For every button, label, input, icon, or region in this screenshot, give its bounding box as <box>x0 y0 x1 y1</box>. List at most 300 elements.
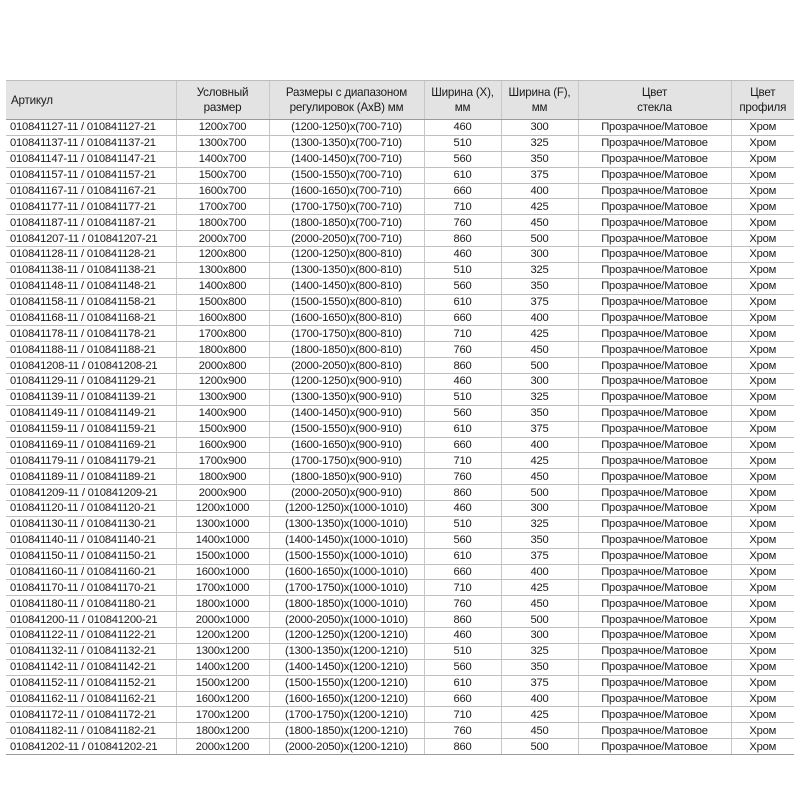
header-width-x <box>424 81 501 120</box>
cell-width-f: 350 <box>501 278 578 294</box>
cell-width-f: 300 <box>501 247 578 263</box>
cell-dimension-range: (1600-1650)x(1200-1210) <box>269 691 424 707</box>
cell-width-x: 510 <box>424 262 501 278</box>
cell-width-x: 460 <box>424 247 501 263</box>
cell-width-f: 300 <box>501 501 578 517</box>
cell-dimension-range: (1700-1750)x(800-810) <box>269 326 424 342</box>
cell-glass-color: Прозрачное/Матовое <box>578 310 731 326</box>
cell-glass-color: Прозрачное/Матовое <box>578 532 731 548</box>
table-body <box>6 120 794 755</box>
header-line: Артикул <box>11 93 53 107</box>
cell-width-x: 710 <box>424 580 501 596</box>
table-row <box>6 580 794 596</box>
cell-width-f: 400 <box>501 183 578 199</box>
cell-glass-color: Прозрачное/Матовое <box>578 437 731 453</box>
table-row <box>6 120 794 136</box>
cell-profile-color: Хром <box>731 643 794 659</box>
cell-glass-color: Прозрачное/Матовое <box>578 183 731 199</box>
cell-nominal-size: 1300x900 <box>176 389 269 405</box>
cell-profile-color: Хром <box>731 135 794 151</box>
cell-width-x: 560 <box>424 151 501 167</box>
cell-dimension-range: (1200-1250)x(800-810) <box>269 247 424 263</box>
cell-profile-color: Хром <box>731 231 794 247</box>
cell-glass-color: Прозрачное/Матовое <box>578 135 731 151</box>
cell-width-x: 860 <box>424 485 501 501</box>
table-row <box>6 723 794 739</box>
header-line: Размеры с диапазоном <box>285 86 408 99</box>
cell-glass-color: Прозрачное/Матовое <box>578 453 731 469</box>
table-row <box>6 707 794 723</box>
cell-article: 010841159-11 / 010841159-21 <box>6 421 176 437</box>
table-row <box>6 596 794 612</box>
header-line: Ширина (F), <box>508 86 571 99</box>
cell-width-f: 350 <box>501 405 578 421</box>
cell-profile-color: Хром <box>731 659 794 675</box>
cell-dimension-range: (2000-2050)x(1200-1210) <box>269 739 424 755</box>
cell-nominal-size: 2000x1000 <box>176 612 269 628</box>
cell-width-x: 760 <box>424 723 501 739</box>
cell-profile-color: Хром <box>731 183 794 199</box>
cell-width-f: 450 <box>501 215 578 231</box>
cell-width-x: 660 <box>424 310 501 326</box>
cell-article: 010841142-11 / 010841142-21 <box>6 659 176 675</box>
table-row <box>6 739 794 755</box>
cell-profile-color: Хром <box>731 199 794 215</box>
cell-nominal-size: 1700x800 <box>176 326 269 342</box>
cell-width-x: 460 <box>424 628 501 644</box>
cell-article: 010841209-11 / 010841209-21 <box>6 485 176 501</box>
cell-profile-color: Хром <box>731 675 794 691</box>
cell-width-x: 610 <box>424 548 501 564</box>
cell-width-x: 610 <box>424 167 501 183</box>
cell-nominal-size: 1600x1200 <box>176 691 269 707</box>
cell-width-f: 450 <box>501 723 578 739</box>
cell-article: 010841188-11 / 010841188-21 <box>6 342 176 358</box>
cell-dimension-range: (1300-1350)x(900-910) <box>269 389 424 405</box>
header-row <box>6 81 794 120</box>
cell-width-x: 460 <box>424 374 501 390</box>
cell-glass-color: Прозрачное/Матовое <box>578 723 731 739</box>
cell-nominal-size: 1400x1000 <box>176 532 269 548</box>
cell-article: 010841189-11 / 010841189-21 <box>6 469 176 485</box>
cell-width-x: 860 <box>424 612 501 628</box>
cell-width-x: 560 <box>424 532 501 548</box>
cell-width-f: 300 <box>501 374 578 390</box>
cell-width-x: 760 <box>424 596 501 612</box>
cell-width-f: 400 <box>501 564 578 580</box>
cell-width-x: 660 <box>424 691 501 707</box>
table-row <box>6 485 794 501</box>
cell-dimension-range: (1600-1650)x(900-910) <box>269 437 424 453</box>
cell-dimension-range: (1500-1550)x(900-910) <box>269 421 424 437</box>
cell-width-f: 300 <box>501 628 578 644</box>
table-row <box>6 659 794 675</box>
table-row <box>6 215 794 231</box>
cell-dimension-range: (1400-1450)x(800-810) <box>269 278 424 294</box>
table-row <box>6 564 794 580</box>
cell-width-f: 400 <box>501 437 578 453</box>
cell-profile-color: Хром <box>731 469 794 485</box>
cell-width-x: 610 <box>424 294 501 310</box>
header-glass-color <box>578 81 731 120</box>
cell-article: 010841162-11 / 010841162-21 <box>6 691 176 707</box>
cell-profile-color: Хром <box>731 532 794 548</box>
table-row <box>6 294 794 310</box>
cell-profile-color: Хром <box>731 580 794 596</box>
cell-width-x: 710 <box>424 199 501 215</box>
cell-width-x: 760 <box>424 342 501 358</box>
cell-dimension-range: (1800-1850)x(1000-1010) <box>269 596 424 612</box>
cell-nominal-size: 1600x700 <box>176 183 269 199</box>
cell-glass-color: Прозрачное/Матовое <box>578 262 731 278</box>
cell-width-f: 450 <box>501 469 578 485</box>
cell-nominal-size: 1800x900 <box>176 469 269 485</box>
cell-dimension-range: (1500-1550)x(700-710) <box>269 167 424 183</box>
table-row <box>6 199 794 215</box>
cell-article: 010841140-11 / 010841140-21 <box>6 532 176 548</box>
cell-profile-color: Хром <box>731 326 794 342</box>
cell-profile-color: Хром <box>731 374 794 390</box>
cell-glass-color: Прозрачное/Матовое <box>578 342 731 358</box>
cell-article: 010841130-11 / 010841130-21 <box>6 516 176 532</box>
cell-article: 010841202-11 / 010841202-21 <box>6 739 176 755</box>
cell-nominal-size: 1700x900 <box>176 453 269 469</box>
table-row <box>6 501 794 517</box>
header-dimension-range <box>269 81 424 120</box>
cell-article: 010841168-11 / 010841168-21 <box>6 310 176 326</box>
cell-nominal-size: 1300x700 <box>176 135 269 151</box>
cell-dimension-range: (1700-1750)x(900-910) <box>269 453 424 469</box>
cell-nominal-size: 1300x1200 <box>176 643 269 659</box>
cell-dimension-range: (1300-1350)x(800-810) <box>269 262 424 278</box>
cell-nominal-size: 1500x1000 <box>176 548 269 564</box>
cell-dimension-range: (1200-1250)x(900-910) <box>269 374 424 390</box>
cell-article: 010841122-11 / 010841122-21 <box>6 628 176 644</box>
cell-width-x: 510 <box>424 389 501 405</box>
cell-article: 010841149-11 / 010841149-21 <box>6 405 176 421</box>
cell-article: 010841128-11 / 010841128-21 <box>6 247 176 263</box>
table-header <box>6 81 794 120</box>
cell-profile-color: Хром <box>731 548 794 564</box>
table-row <box>6 691 794 707</box>
cell-dimension-range: (1400-1450)x(900-910) <box>269 405 424 421</box>
cell-profile-color: Хром <box>731 485 794 501</box>
header-line: регулировок (AxB) мм <box>289 101 404 114</box>
header-line: мм <box>531 101 548 114</box>
table-row <box>6 421 794 437</box>
header-line: Цвет <box>641 86 668 99</box>
cell-nominal-size: 1800x700 <box>176 215 269 231</box>
cell-glass-color: Прозрачное/Матовое <box>578 675 731 691</box>
header-article <box>6 81 176 120</box>
cell-profile-color: Хром <box>731 215 794 231</box>
cell-profile-color: Хром <box>731 247 794 263</box>
cell-profile-color: Хром <box>731 501 794 517</box>
cell-profile-color: Хром <box>731 421 794 437</box>
cell-width-x: 460 <box>424 501 501 517</box>
cell-profile-color: Хром <box>731 294 794 310</box>
cell-width-x: 660 <box>424 437 501 453</box>
cell-article: 010841170-11 / 010841170-21 <box>6 580 176 596</box>
cell-dimension-range: (1600-1650)x(800-810) <box>269 310 424 326</box>
cell-nominal-size: 1700x1000 <box>176 580 269 596</box>
cell-glass-color: Прозрачное/Матовое <box>578 358 731 374</box>
cell-nominal-size: 1200x1000 <box>176 501 269 517</box>
cell-width-f: 425 <box>501 580 578 596</box>
cell-dimension-range: (1600-1650)x(1000-1010) <box>269 564 424 580</box>
cell-width-f: 325 <box>501 643 578 659</box>
cell-width-x: 560 <box>424 278 501 294</box>
cell-width-f: 450 <box>501 596 578 612</box>
cell-glass-color: Прозрачное/Матовое <box>578 707 731 723</box>
cell-nominal-size: 2000x700 <box>176 231 269 247</box>
cell-profile-color: Хром <box>731 358 794 374</box>
header-line: стекла <box>637 101 672 114</box>
cell-article: 010841172-11 / 010841172-21 <box>6 707 176 723</box>
cell-nominal-size: 2000x1200 <box>176 739 269 755</box>
cell-article: 010841158-11 / 010841158-21 <box>6 294 176 310</box>
cell-nominal-size: 1600x800 <box>176 310 269 326</box>
header-line: Ширина (X), <box>431 86 494 99</box>
cell-nominal-size: 1800x800 <box>176 342 269 358</box>
cell-article: 010841182-11 / 010841182-21 <box>6 723 176 739</box>
table-row <box>6 628 794 644</box>
cell-profile-color: Хром <box>731 707 794 723</box>
cell-width-f: 450 <box>501 342 578 358</box>
cell-glass-color: Прозрачное/Матовое <box>578 247 731 263</box>
table-row <box>6 437 794 453</box>
cell-width-f: 325 <box>501 262 578 278</box>
cell-glass-color: Прозрачное/Матовое <box>578 120 731 136</box>
table-row <box>6 247 794 263</box>
cell-dimension-range: (1500-1550)x(1000-1010) <box>269 548 424 564</box>
cell-glass-color: Прозрачное/Матовое <box>578 548 731 564</box>
header-profile-color <box>731 81 794 120</box>
cell-article: 010841139-11 / 010841139-21 <box>6 389 176 405</box>
cell-width-f: 500 <box>501 485 578 501</box>
cell-nominal-size: 1500x800 <box>176 294 269 310</box>
cell-profile-color: Хром <box>731 389 794 405</box>
cell-glass-color: Прозрачное/Матовое <box>578 580 731 596</box>
cell-width-x: 510 <box>424 516 501 532</box>
cell-article: 010841200-11 / 010841200-21 <box>6 612 176 628</box>
cell-dimension-range: (2000-2050)x(700-710) <box>269 231 424 247</box>
header-width-f <box>501 81 578 120</box>
cell-width-x: 610 <box>424 675 501 691</box>
cell-glass-color: Прозрачное/Матовое <box>578 643 731 659</box>
cell-glass-color: Прозрачное/Матовое <box>578 151 731 167</box>
cell-dimension-range: (1200-1250)x(700-710) <box>269 120 424 136</box>
cell-width-f: 325 <box>501 389 578 405</box>
table-row <box>6 342 794 358</box>
cell-glass-color: Прозрачное/Матовое <box>578 199 731 215</box>
cell-width-x: 510 <box>424 643 501 659</box>
cell-glass-color: Прозрачное/Матовое <box>578 739 731 755</box>
cell-width-f: 350 <box>501 659 578 675</box>
cell-width-f: 375 <box>501 675 578 691</box>
cell-profile-color: Хром <box>731 516 794 532</box>
cell-nominal-size: 1400x800 <box>176 278 269 294</box>
table-row <box>6 389 794 405</box>
table-row <box>6 326 794 342</box>
header-line: Условный <box>196 86 249 99</box>
cell-glass-color: Прозрачное/Матовое <box>578 501 731 517</box>
cell-profile-color: Хром <box>731 342 794 358</box>
cell-nominal-size: 1400x900 <box>176 405 269 421</box>
cell-glass-color: Прозрачное/Матовое <box>578 564 731 580</box>
cell-nominal-size: 1200x1200 <box>176 628 269 644</box>
cell-article: 010841129-11 / 010841129-21 <box>6 374 176 390</box>
cell-article: 010841132-11 / 010841132-21 <box>6 643 176 659</box>
cell-dimension-range: (1800-1850)x(900-910) <box>269 469 424 485</box>
cell-glass-color: Прозрачное/Матовое <box>578 167 731 183</box>
cell-dimension-range: (1800-1850)x(800-810) <box>269 342 424 358</box>
cell-article: 010841147-11 / 010841147-21 <box>6 151 176 167</box>
cell-article: 010841207-11 / 010841207-21 <box>6 231 176 247</box>
table-row <box>6 469 794 485</box>
cell-width-x: 610 <box>424 421 501 437</box>
cell-width-x: 460 <box>424 120 501 136</box>
cell-width-f: 425 <box>501 453 578 469</box>
cell-nominal-size: 1500x900 <box>176 421 269 437</box>
cell-dimension-range: (1200-1250)x(1200-1210) <box>269 628 424 644</box>
cell-glass-color: Прозрачное/Матовое <box>578 231 731 247</box>
cell-dimension-range: (2000-2050)x(1000-1010) <box>269 612 424 628</box>
cell-dimension-range: (1700-1750)x(1000-1010) <box>269 580 424 596</box>
cell-profile-color: Хром <box>731 596 794 612</box>
cell-profile-color: Хром <box>731 453 794 469</box>
cell-dimension-range: (1800-1850)x(700-710) <box>269 215 424 231</box>
table-row <box>6 183 794 199</box>
table-row <box>6 453 794 469</box>
cell-width-f: 500 <box>501 358 578 374</box>
table-row <box>6 612 794 628</box>
cell-width-x: 660 <box>424 564 501 580</box>
cell-width-f: 425 <box>501 199 578 215</box>
cell-profile-color: Хром <box>731 723 794 739</box>
table-row <box>6 548 794 564</box>
cell-dimension-range: (2000-2050)x(800-810) <box>269 358 424 374</box>
cell-profile-color: Хром <box>731 262 794 278</box>
cell-profile-color: Хром <box>731 278 794 294</box>
cell-article: 010841138-11 / 010841138-21 <box>6 262 176 278</box>
cell-glass-color: Прозрачное/Матовое <box>578 405 731 421</box>
cell-width-x: 660 <box>424 183 501 199</box>
cell-profile-color: Хром <box>731 437 794 453</box>
cell-width-f: 500 <box>501 231 578 247</box>
table-row <box>6 151 794 167</box>
cell-profile-color: Хром <box>731 628 794 644</box>
cell-article: 010841150-11 / 010841150-21 <box>6 548 176 564</box>
spec-table <box>6 80 794 755</box>
cell-nominal-size: 2000x900 <box>176 485 269 501</box>
header-line: Цвет <box>750 86 776 99</box>
cell-profile-color: Хром <box>731 151 794 167</box>
cell-width-f: 350 <box>501 532 578 548</box>
table-row <box>6 167 794 183</box>
cell-width-x: 560 <box>424 405 501 421</box>
cell-nominal-size: 1700x1200 <box>176 707 269 723</box>
cell-article: 010841178-11 / 010841178-21 <box>6 326 176 342</box>
cell-width-f: 400 <box>501 310 578 326</box>
cell-article: 010841120-11 / 010841120-21 <box>6 501 176 517</box>
table-row <box>6 358 794 374</box>
cell-article: 010841152-11 / 010841152-21 <box>6 675 176 691</box>
cell-nominal-size: 1800x1200 <box>176 723 269 739</box>
header-line: профиля <box>739 101 787 114</box>
cell-article: 010841187-11 / 010841187-21 <box>6 215 176 231</box>
cell-width-x: 860 <box>424 739 501 755</box>
cell-glass-color: Прозрачное/Матовое <box>578 374 731 390</box>
cell-article: 010841208-11 / 010841208-21 <box>6 358 176 374</box>
cell-nominal-size: 1500x700 <box>176 167 269 183</box>
header-nominal-size <box>176 81 269 120</box>
cell-dimension-range: (1600-1650)x(700-710) <box>269 183 424 199</box>
cell-profile-color: Хром <box>731 612 794 628</box>
cell-nominal-size: 2000x800 <box>176 358 269 374</box>
cell-width-f: 375 <box>501 548 578 564</box>
cell-width-f: 425 <box>501 707 578 723</box>
cell-glass-color: Прозрачное/Матовое <box>578 294 731 310</box>
cell-width-f: 500 <box>501 739 578 755</box>
cell-glass-color: Прозрачное/Матовое <box>578 469 731 485</box>
cell-profile-color: Хром <box>731 564 794 580</box>
cell-dimension-range: (2000-2050)x(900-910) <box>269 485 424 501</box>
cell-dimension-range: (1300-1350)x(1000-1010) <box>269 516 424 532</box>
cell-width-x: 760 <box>424 215 501 231</box>
cell-profile-color: Хром <box>731 120 794 136</box>
cell-article: 010841177-11 / 010841177-21 <box>6 199 176 215</box>
cell-width-f: 325 <box>501 135 578 151</box>
table-row <box>6 374 794 390</box>
cell-nominal-size: 1700x700 <box>176 199 269 215</box>
cell-dimension-range: (1400-1450)x(1000-1010) <box>269 532 424 548</box>
cell-profile-color: Хром <box>731 739 794 755</box>
cell-width-x: 510 <box>424 135 501 151</box>
cell-dimension-range: (1400-1450)x(700-710) <box>269 151 424 167</box>
cell-width-x: 560 <box>424 659 501 675</box>
cell-width-f: 425 <box>501 326 578 342</box>
cell-glass-color: Прозрачное/Матовое <box>578 485 731 501</box>
cell-article: 010841167-11 / 010841167-21 <box>6 183 176 199</box>
cell-width-x: 710 <box>424 453 501 469</box>
cell-nominal-size: 1500x1200 <box>176 675 269 691</box>
table-row <box>6 231 794 247</box>
cell-nominal-size: 1400x700 <box>176 151 269 167</box>
table-row <box>6 675 794 691</box>
table-row <box>6 262 794 278</box>
cell-dimension-range: (1300-1350)x(1200-1210) <box>269 643 424 659</box>
cell-nominal-size: 1600x1000 <box>176 564 269 580</box>
cell-article: 010841127-11 / 010841127-21 <box>6 120 176 136</box>
cell-glass-color: Прозрачное/Матовое <box>578 278 731 294</box>
cell-nominal-size: 1200x800 <box>176 247 269 263</box>
cell-article: 010841169-11 / 010841169-21 <box>6 437 176 453</box>
cell-width-f: 375 <box>501 421 578 437</box>
cell-article: 010841137-11 / 010841137-21 <box>6 135 176 151</box>
cell-profile-color: Хром <box>731 310 794 326</box>
cell-nominal-size: 1300x1000 <box>176 516 269 532</box>
cell-profile-color: Хром <box>731 405 794 421</box>
cell-dimension-range: (1200-1250)x(1000-1010) <box>269 501 424 517</box>
cell-width-x: 860 <box>424 231 501 247</box>
cell-glass-color: Прозрачное/Матовое <box>578 326 731 342</box>
cell-glass-color: Прозрачное/Матовое <box>578 389 731 405</box>
cell-glass-color: Прозрачное/Матовое <box>578 628 731 644</box>
cell-dimension-range: (1700-1750)x(1200-1210) <box>269 707 424 723</box>
table-row <box>6 135 794 151</box>
cell-width-x: 710 <box>424 707 501 723</box>
